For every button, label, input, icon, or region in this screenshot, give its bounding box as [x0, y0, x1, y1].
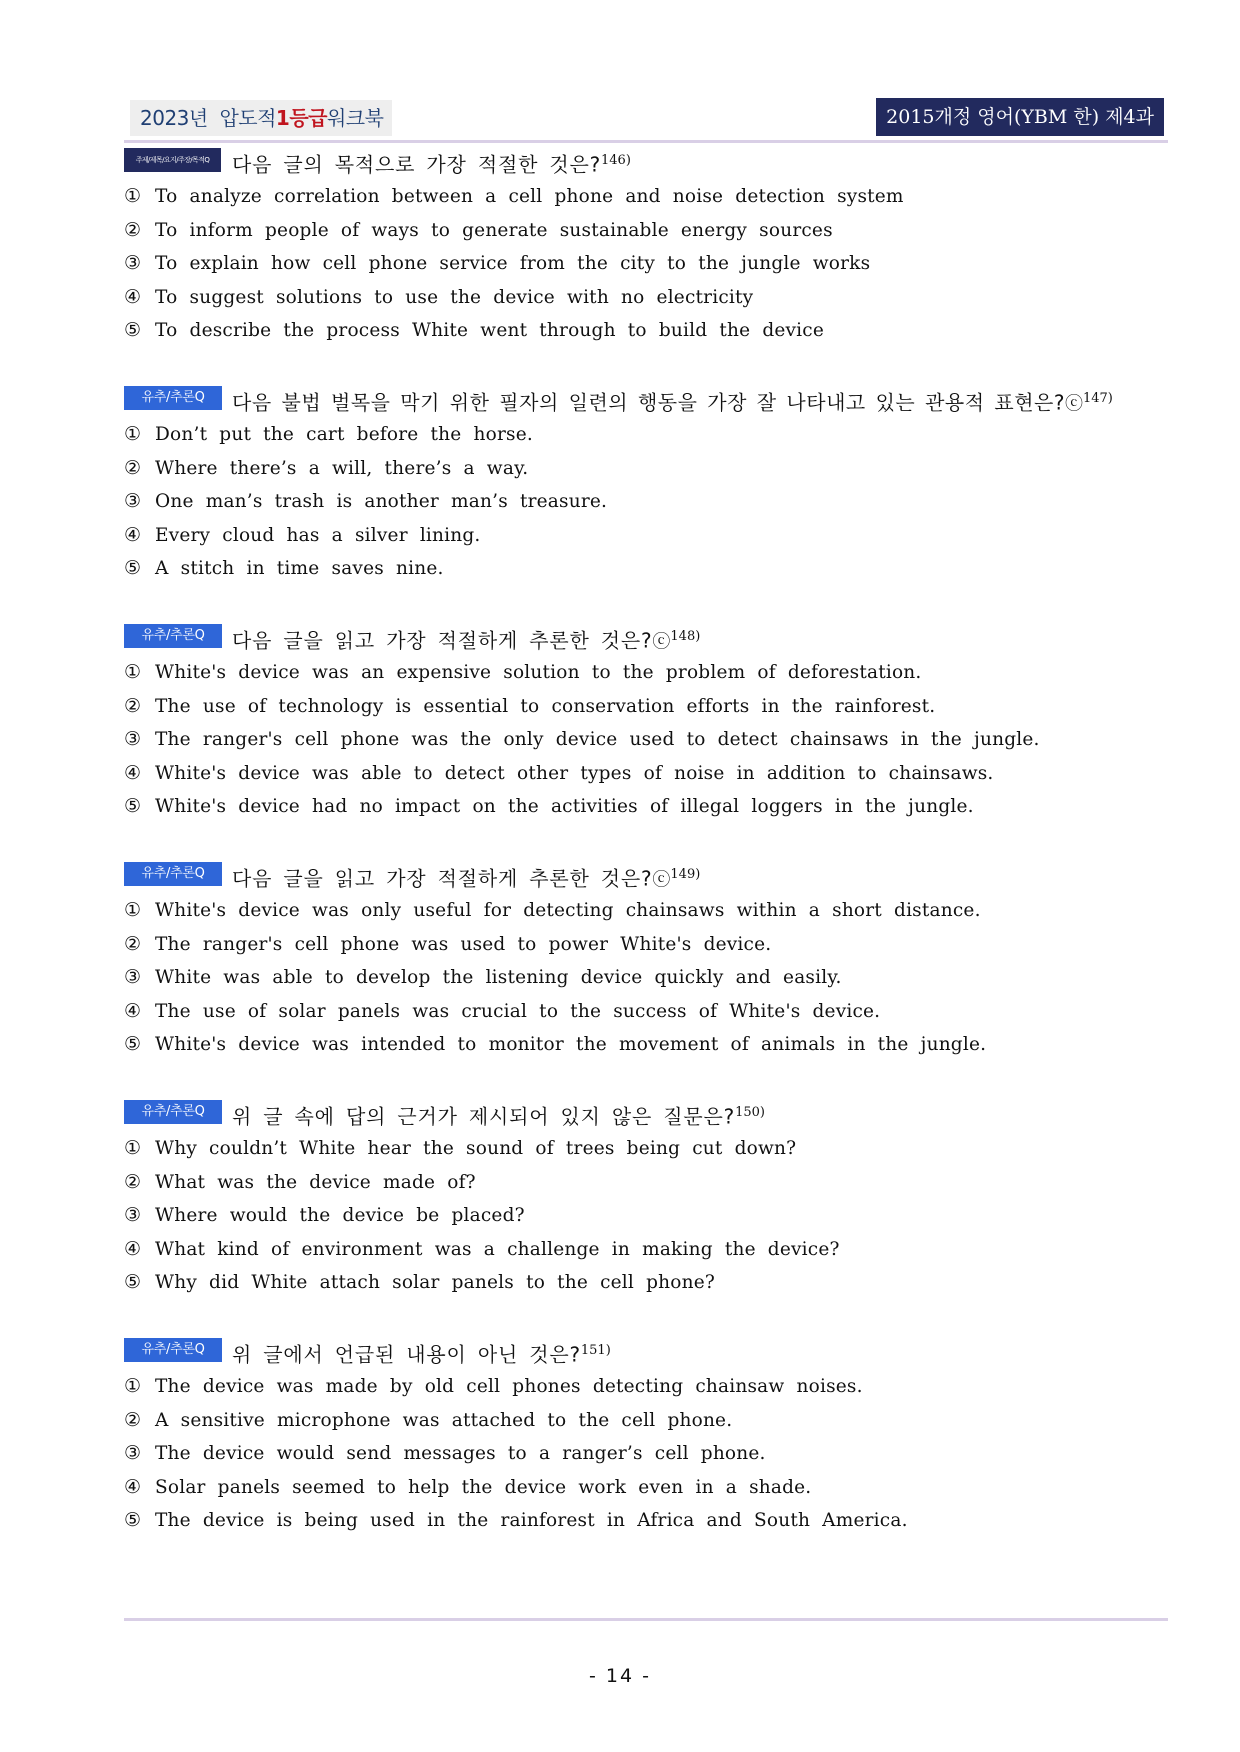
option-number: ④ — [124, 999, 142, 1022]
option-list — [124, 1370, 1168, 1538]
option-number: ⑤ — [124, 557, 142, 579]
option-number: ③ — [124, 1204, 142, 1226]
option-text: White's device was able to detect other types of noise in addition to chainsaws. — [155, 762, 994, 784]
option-item[interactable] — [124, 928, 1168, 962]
option-list — [124, 656, 1168, 824]
option-item[interactable] — [124, 314, 1168, 348]
option-text: A stitch in time saves nine. — [155, 558, 444, 579]
option-number: ② — [124, 694, 142, 717]
question-type-badge: 유추/추론Q — [124, 386, 222, 410]
option-text: The ranger's cell phone was the only device used to detect chainsaws in the jungle. — [155, 729, 1040, 750]
footer-divider — [124, 1618, 1168, 1621]
option-list — [124, 180, 1168, 348]
option-item[interactable] — [124, 1028, 1168, 1062]
option-number: ② — [124, 456, 142, 479]
option-number: ④ — [124, 523, 142, 546]
option-text: Where there’s a will, there’s a way. — [155, 457, 529, 479]
option-number: ① — [124, 185, 142, 207]
option-item[interactable] — [124, 214, 1168, 248]
option-item[interactable] — [124, 552, 1168, 586]
option-item[interactable] — [124, 995, 1168, 1029]
option-text: White's device was an expensive solution to the problem of deforestation. — [155, 662, 922, 683]
footnote-ref: 149) — [670, 867, 701, 882]
option-item[interactable] — [124, 723, 1168, 757]
option-number: ④ — [124, 285, 142, 308]
option-number: ② — [124, 1408, 142, 1431]
option-text: White's device was intended to monitor the movement of animals in the jungle. — [155, 1034, 987, 1055]
option-item[interactable] — [124, 281, 1168, 315]
difficulty-mark: ⓒ — [652, 631, 671, 653]
option-item[interactable] — [124, 1132, 1168, 1166]
option-text: Why did White attach solar panels to the cell phone? — [155, 1272, 715, 1293]
option-number: ⑤ — [124, 1271, 142, 1293]
option-text: Don’t put the cart before the horse. — [155, 424, 533, 445]
option-text: To explain how cell phone service from the city to the jungle works — [155, 253, 871, 274]
option-list — [124, 894, 1168, 1062]
question-151 — [124, 1336, 1168, 1538]
option-text: The use of solar panels was crucial to the success of White's device. — [155, 1000, 881, 1022]
difficulty-mark: ⓒ — [1064, 393, 1083, 415]
option-text: To analyze correlation between a cell phone and noise detection system — [155, 186, 904, 207]
option-number: ① — [124, 1375, 142, 1397]
option-item[interactable] — [124, 1370, 1168, 1404]
option-item[interactable] — [124, 418, 1168, 452]
footnote-ref: 146) — [601, 153, 631, 168]
option-number: ① — [124, 1137, 142, 1159]
option-text: The device would send messages to a ranger’s cell phone. — [155, 1443, 766, 1464]
page-number: - 14 - — [589, 1665, 651, 1687]
option-text: To inform people of ways to generate sustainable energy sources — [155, 219, 833, 241]
stem-text: 위 글에서 언급된 내용이 아닌 것은? — [232, 1342, 581, 1367]
question-head — [124, 146, 1168, 180]
option-item[interactable] — [124, 1233, 1168, 1267]
footnote-ref: 150) — [735, 1105, 765, 1120]
option-text: To describe the process White went through to build the device — [155, 320, 824, 341]
option-list — [124, 1132, 1168, 1300]
question-stem — [232, 1098, 765, 1132]
option-number: ⑤ — [124, 795, 142, 817]
option-item[interactable] — [124, 790, 1168, 824]
option-item[interactable] — [124, 690, 1168, 724]
question-type-badge: 유추/추론Q — [124, 624, 222, 648]
question-head — [124, 1336, 1168, 1370]
option-text: To suggest solutions to use the device with no electricity — [155, 286, 754, 308]
brand-text-c: 워크북 — [326, 106, 384, 130]
option-item[interactable] — [124, 1199, 1168, 1233]
stem-text: 다음 글을 읽고 가장 적절하게 추론한 것은? — [232, 628, 653, 653]
question-type-badge: 유추/추론Q — [124, 862, 222, 886]
option-item[interactable] — [124, 656, 1168, 690]
option-number: ③ — [124, 1442, 142, 1464]
option-item[interactable] — [124, 1266, 1168, 1300]
header-divider — [124, 140, 1168, 143]
option-number: ③ — [124, 252, 142, 274]
option-text: White's device was only useful for detecting chainsaws within a short distance. — [155, 900, 981, 921]
workbook-brand — [130, 100, 392, 136]
question-head — [124, 1098, 1168, 1132]
option-text: The use of technology is essential to conservation efforts in the rainforest. — [155, 695, 936, 717]
option-text: A sensitive microphone was attached to the cell phone. — [155, 1409, 733, 1431]
question-type-badge: 유추/추론Q — [124, 1100, 222, 1124]
option-text: The device was made by old cell phones detecting chainsaw noises. — [155, 1376, 863, 1397]
option-text: Solar panels seemed to help the device work even in a shade. — [155, 1476, 812, 1498]
option-number: ④ — [124, 1475, 142, 1498]
option-number: ① — [124, 423, 142, 445]
option-list — [124, 418, 1168, 586]
option-item[interactable] — [124, 452, 1168, 486]
option-item[interactable] — [124, 961, 1168, 995]
option-text: The ranger's cell phone was used to power White's device. — [155, 933, 772, 955]
option-number: ⑤ — [124, 319, 142, 341]
question-stem — [232, 622, 700, 658]
option-text: White's device had no impact on the activities of illegal loggers in the jungle. — [155, 796, 974, 817]
option-item[interactable] — [124, 519, 1168, 553]
stem-text: 다음 불법 벌목을 막기 위한 필자의 일련의 행동을 가장 잘 나타내고 있는 관용적 표현은? — [232, 390, 1065, 415]
option-number: ⑤ — [124, 1033, 142, 1055]
option-item[interactable] — [124, 485, 1168, 519]
option-text: Why couldn’t White hear the sound of trees being cut down? — [155, 1138, 797, 1159]
question-147 — [124, 384, 1168, 586]
page-header — [124, 100, 1168, 144]
option-number: ④ — [124, 761, 142, 784]
option-number: ④ — [124, 1237, 142, 1260]
option-text: What kind of environment was a challenge in making the device? — [155, 1238, 840, 1260]
question-150 — [124, 1098, 1168, 1300]
option-text: What was the device made of? — [155, 1171, 476, 1193]
option-item[interactable] — [124, 1437, 1168, 1471]
option-text: Where would the device be placed? — [155, 1205, 525, 1226]
option-number: ⑤ — [124, 1509, 142, 1531]
question-146 — [124, 146, 1168, 348]
option-number: ① — [124, 899, 142, 921]
question-head — [124, 860, 1168, 894]
option-number: ② — [124, 1170, 142, 1193]
option-item[interactable] — [124, 247, 1168, 281]
option-text: One man’s trash is another man’s treasure. — [155, 491, 608, 512]
option-item[interactable] — [124, 757, 1168, 791]
difficulty-mark: ⓒ — [652, 869, 671, 891]
option-item[interactable] — [124, 894, 1168, 928]
stem-text: 다음 글을 읽고 가장 적절하게 추론한 것은? — [232, 866, 653, 891]
question-148 — [124, 622, 1168, 824]
option-number: ③ — [124, 490, 142, 512]
question-stem — [232, 1336, 611, 1370]
option-item[interactable] — [124, 1504, 1168, 1538]
question-stem — [232, 384, 1113, 420]
brand-year: 2023년 — [140, 106, 208, 130]
option-number: ③ — [124, 966, 142, 988]
course-label: 2015개정 영어(YBM 한) 제4과 — [876, 98, 1164, 136]
question-head — [124, 622, 1168, 656]
footnote-ref: 151) — [580, 1343, 611, 1358]
question-type-badge: 유추/추론Q — [124, 1338, 222, 1362]
question-stem — [232, 860, 700, 896]
question-149 — [124, 860, 1168, 1062]
brand-text-a: 압도적 — [219, 106, 276, 130]
option-number: ② — [124, 932, 142, 955]
option-text: The device is being used in the rainforest in Africa and South America. — [155, 1510, 908, 1531]
brand-text-b: 1등급 — [275, 106, 327, 130]
option-number: ③ — [124, 728, 142, 750]
footnote-ref: 148) — [670, 629, 701, 644]
option-number: ② — [124, 218, 142, 241]
option-number: ① — [124, 661, 142, 683]
option-item[interactable] — [124, 1471, 1168, 1505]
question-type-badge: 주제/제목/요지/주장/목적Q — [124, 148, 221, 172]
option-item[interactable] — [124, 180, 1168, 214]
stem-text: 위 글 속에 답의 근거가 제시되어 있지 않은 질문은? — [232, 1104, 736, 1129]
option-text: Every cloud has a silver lining. — [155, 524, 481, 546]
question-head — [124, 384, 1168, 418]
stem-text: 다음 글의 목적으로 가장 적절한 것은? — [232, 152, 602, 177]
option-text: White was able to develop the listening device quickly and easily. — [155, 967, 842, 988]
footnote-ref: 147) — [1082, 391, 1113, 406]
option-item[interactable] — [124, 1166, 1168, 1200]
question-stem — [232, 146, 631, 180]
option-item[interactable] — [124, 1404, 1168, 1438]
